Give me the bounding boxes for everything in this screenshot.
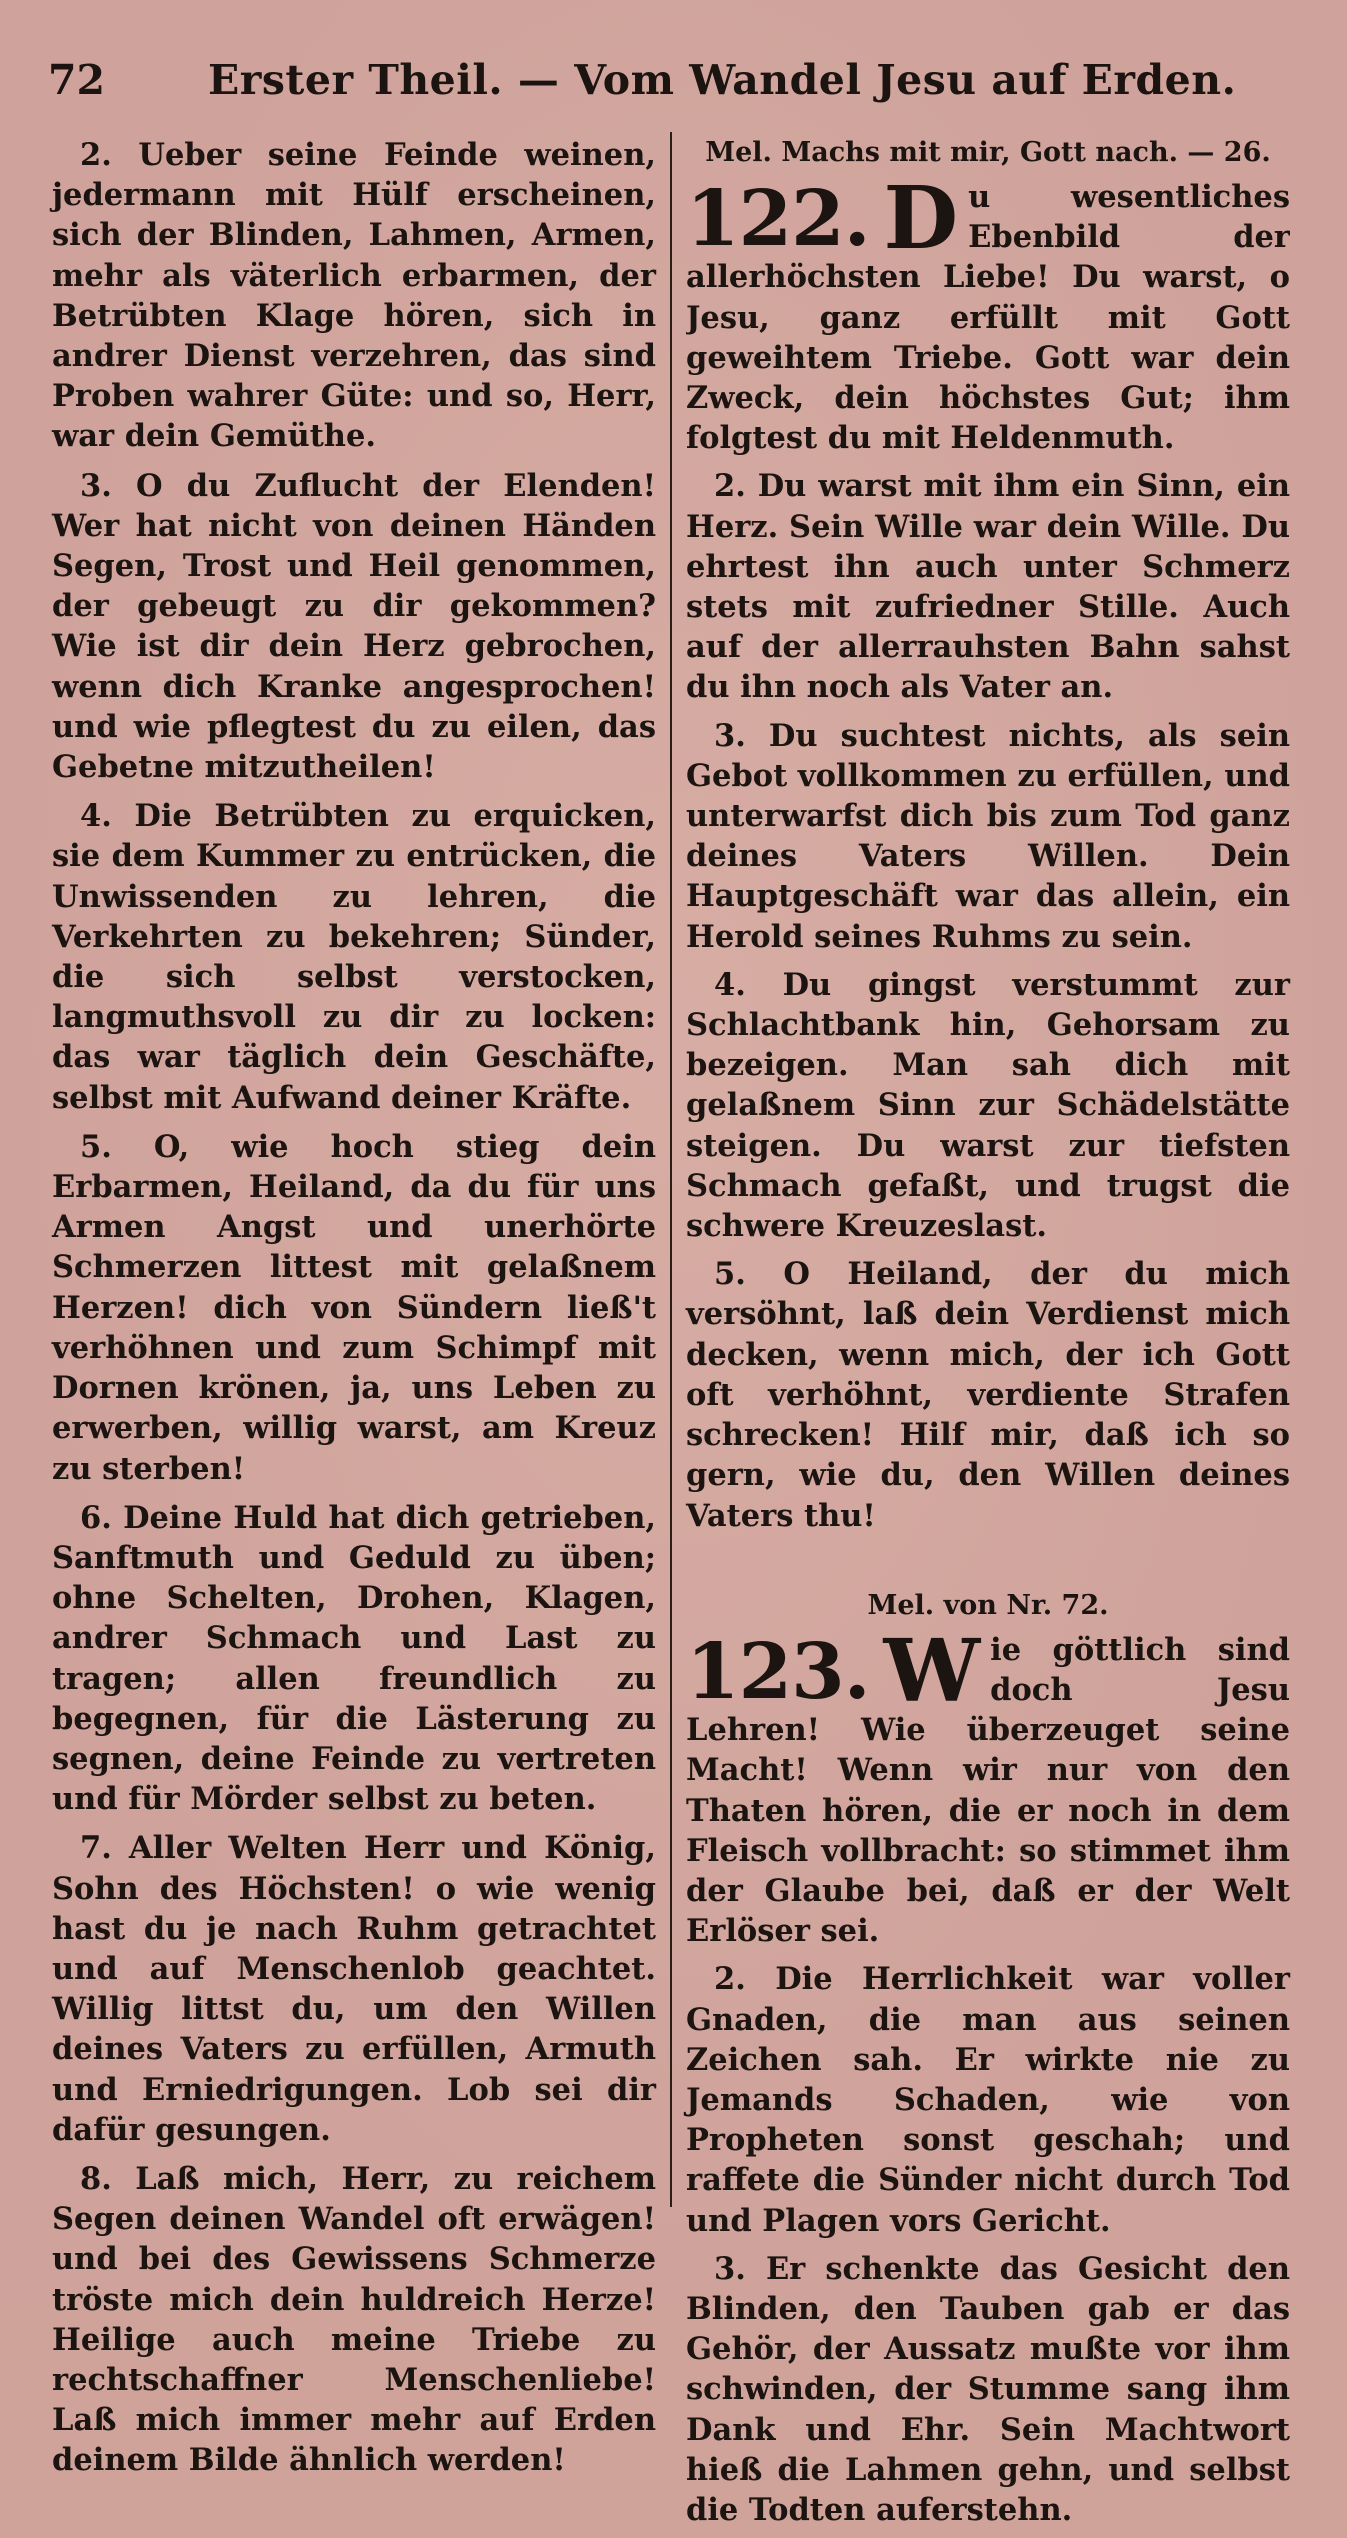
stanza: 6. Deine Huld hat dich getrieben, Sanftmuth und Geduld zu üben; ohne Schelten, Drohen, Klagen, andrer Schmach und Last zu tragen; allen freundlich zu begegnen, für die Lästerung zu segnen, deine Feinde zu vertreten und für Mörder selbst zu beten. — [52, 1499, 656, 1818]
right-column — [686, 135, 1290, 2538]
running-title: Erster Theil. — Vom Wandel Jesu auf Erden. — [208, 56, 1237, 104]
hymn-123-opening — [686, 1630, 1290, 1952]
stanza: 7. Aller Welten Herr und König, Sohn des Höchsten! o wie wenig hast du je nach Ruhm getrachtet und auf Menschenlob geachtet. Willig littst du, um den Willen deines Vaters zu erfüllen, Armuth und Erniedrigungen. Lob sei dir dafür gesungen. — [52, 1830, 656, 2148]
page-header — [48, 56, 1298, 116]
stanza: 2. Du warst mit ihm ein Sinn, ein Herz. Sein Wille war dein Wille. Du ehrtest ihn auch unter Schmerz stets mit zufriedner Stille. Auch auf der allerrauhsten Bahn sahst du ihn noch als Vater an. — [686, 468, 1290, 706]
melody-line: Mel. Machs mit mir, Gott nach. — 26. — [705, 137, 1271, 168]
stanza: 4. Du gingst verstummt zur Schlachtbank hin, Gehorsam zu bezeigen. Man sah dich mit gelaßnem Sinn zur Schädelstätte steigen. Du warst zur tiefsten Schmach gefaßt, und trugst die schwere Kreuzeslast. — [686, 966, 1290, 1245]
drop-cap: W — [883, 1629, 981, 1722]
stanza: 3. O du Zuflucht der Elenden! Wer hat nicht von deinen Händen Segen, Trost und Heil genommen, der gebeugt zu dir gekommen? Wie ist dir dein Herz gebrochen, wenn dich Kranke angesprochen! und wie pflegtest du zu eilen, das Gebetne mitzutheilen! — [52, 467, 656, 786]
hymn-122-opening — [686, 177, 1290, 458]
stanza: 2. Die Herrlichkeit war voller Gnaden, die man aus seinen Zeichen sah. Er wirkte nie zu Jemands Schaden, wie von Propheten sonst geschah; und raffete die Sünder nicht durch Tod und Plagen vors Gericht. — [686, 1961, 1290, 2239]
hymn-number: 122. — [686, 177, 870, 264]
left-column — [52, 135, 656, 2490]
stanza: 8. Laß mich, Herr, zu reichem Segen deinen Wandel oft erwägen! und bei des Gewissens Schmerze tröste mich dein huldreich Herze! Heilige auch meine Triebe zu rechtschaffner Menschenliebe! Laß mich immer mehr auf Erden deinem Bilde ähnlich werden! — [52, 2160, 656, 2479]
column-divider — [670, 132, 672, 2207]
hymn-first-stanza: u wesentliches Ebenbild der allerhöchsten Liebe! Du warst, o Jesu, ganz erfüllt mit Gott geweihtem Triebe. Gott war dein Zweck, dein höchstes Gut; ihm folgtest du mit Heldenmuth. — [686, 179, 1290, 457]
melody-line: Mel. von Nr. 72. — [867, 1589, 1109, 1621]
page-number: 72 — [48, 56, 106, 104]
stanza: 2. Ueber seine Feinde weinen, jedermann mit Hülf erscheinen, sich der Blinden, Lahmen, Armen, mehr als väterlich erbarmen, der Betrübten Klage hören, sich in andrer Dienst verzehren, das sind Proben wahrer Güte: und so, Herr, war dein Gemüthe. — [52, 137, 656, 455]
stanza: 5. O, wie hoch stieg dein Erbarmen, Heiland, da du für uns Armen Angst und unerhörte Schmerzen littest mit gelaßnem Herzen! dich von Sündern ließ't verhöhnen und zum Schimpf mit Dornen krönen, ja, uns Leben zu erwerben, willig warst, am Kreuz zu sterben! — [52, 1128, 656, 1487]
drop-cap: D — [883, 177, 959, 269]
hymn-number: 123. — [686, 1629, 870, 1717]
stanza: 3. Er schenkte das Gesicht den Blinden, den Tauben gab er das Gehör, der Aussatz mußte vor ihm schwinden, der Stumme sang ihm Dank und Ehr. Sein Machtwort hieß die Lahmen gehn, und selbst die Todten auferstehn. — [686, 2250, 1290, 2528]
stanza: 3. Du suchtest nichts, als sein Gebot vollkommen zu erfüllen, und unterwarfst dich bis zum Tod ganz deines Vaters Willen. Dein Hauptgeschäft war das allein, ein Herold seines Ruhms zu sein. — [686, 717, 1290, 955]
hymn-first-stanza: ie göttlich sind doch Jesu Lehren! Wie überzeuget seine Macht! Wenn wir nur von den Thaten hören, die er noch in dem Fleisch vollbracht: so stimmet ihm der Glaube bei, daß er der Welt Erlöser sei. — [686, 1631, 1290, 1950]
stanza: 5. O Heiland, der du mich versöhnt, laß dein Verdienst mich decken, wenn mich, der ich Gott oft verhöhnt, verdiente Strafen schrecken! Hilf mir, daß ich so gern, wie du, den Willen deines Vaters thu! — [686, 1256, 1290, 1534]
stanza: 4. Die Betrübten zu erquicken, sie dem Kummer zu entrücken, die Unwissenden zu lehren, die Verkehrten zu bekehren; Sünder, die sich selbst verstocken, langmuthsvoll zu dir zu locken: das war täglich dein Geschäfte, selbst mit Aufwand deiner Kräfte. — [52, 798, 656, 1116]
